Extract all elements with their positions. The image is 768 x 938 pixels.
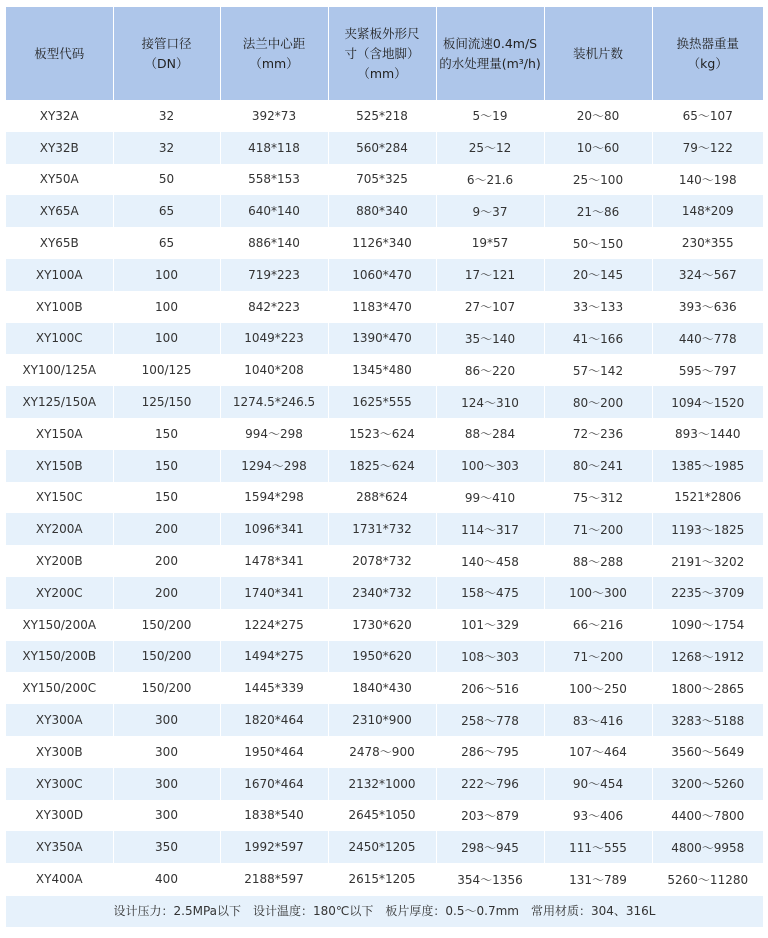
cell-water-capacity: 99～410 bbox=[436, 482, 544, 514]
cell-plate-code: XY200C bbox=[6, 577, 113, 609]
cell-exchanger-weight: 1094～1520 bbox=[652, 386, 763, 418]
cell-plate-count: 90～454 bbox=[544, 768, 652, 800]
cell-plate-code: XY100A bbox=[6, 259, 113, 291]
cell-exchanger-weight: 230*355 bbox=[652, 227, 763, 259]
cell-plate-code: XY32B bbox=[6, 132, 113, 164]
cell-pipe-diameter: 65 bbox=[113, 195, 220, 227]
cell-plate-count: 100～300 bbox=[544, 577, 652, 609]
cell-water-capacity: 9～37 bbox=[436, 195, 544, 227]
table-row bbox=[6, 768, 763, 800]
cell-plate-count: 72～236 bbox=[544, 418, 652, 450]
cell-plate-count: 100～250 bbox=[544, 672, 652, 704]
table-row bbox=[6, 545, 763, 577]
cell-flange-center-distance: 1494*275 bbox=[220, 641, 328, 673]
cell-water-capacity: 286～795 bbox=[436, 736, 544, 768]
spec-footer-note bbox=[6, 896, 763, 927]
cell-exchanger-weight: 140～198 bbox=[652, 164, 763, 196]
cell-clamp-plate-size: 2310*900 bbox=[328, 704, 436, 736]
cell-clamp-plate-size: 1950*620 bbox=[328, 641, 436, 673]
cell-flange-center-distance: 1838*540 bbox=[220, 800, 328, 832]
cell-plate-code: XY100/125A bbox=[6, 354, 113, 386]
cell-pipe-diameter: 150/200 bbox=[113, 609, 220, 641]
cell-plate-count: 80～200 bbox=[544, 386, 652, 418]
cell-pipe-diameter: 32 bbox=[113, 132, 220, 164]
cell-clamp-plate-size: 525*218 bbox=[328, 100, 436, 132]
cell-water-capacity: 88～284 bbox=[436, 418, 544, 450]
header-line: 的水处理量(m³/h) bbox=[439, 55, 541, 71]
cell-water-capacity: 298～945 bbox=[436, 831, 544, 863]
cell-pipe-diameter: 150 bbox=[113, 418, 220, 450]
table-row bbox=[6, 577, 763, 609]
header-line: （DN） bbox=[144, 55, 189, 71]
cell-plate-code: XY350A bbox=[6, 831, 113, 863]
cell-pipe-diameter: 65 bbox=[113, 227, 220, 259]
cell-water-capacity: 108～303 bbox=[436, 641, 544, 673]
cell-exchanger-weight: 3283～5188 bbox=[652, 704, 763, 736]
header-line: 板间流速0.4m/S bbox=[442, 35, 538, 51]
cell-plate-code: XY300D bbox=[6, 800, 113, 832]
cell-clamp-plate-size: 560*284 bbox=[328, 132, 436, 164]
cell-flange-center-distance: 1820*464 bbox=[220, 704, 328, 736]
footer-item: 设计温度：180℃以下 bbox=[253, 903, 374, 918]
cell-plate-count: 131～789 bbox=[544, 863, 652, 895]
cell-plate-code: XY32A bbox=[6, 100, 113, 132]
cell-clamp-plate-size: 2478～900 bbox=[328, 736, 436, 768]
cell-plate-code: XY300B bbox=[6, 736, 113, 768]
cell-water-capacity: 101～329 bbox=[436, 609, 544, 641]
cell-exchanger-weight: 1521*2806 bbox=[652, 482, 763, 514]
cell-plate-code: XY150/200A bbox=[6, 609, 113, 641]
cell-plate-count: 111～555 bbox=[544, 831, 652, 863]
cell-plate-code: XY400A bbox=[6, 863, 113, 895]
table-row bbox=[6, 386, 763, 418]
cell-water-capacity: 258～778 bbox=[436, 704, 544, 736]
cell-exchanger-weight: 595～797 bbox=[652, 354, 763, 386]
cell-plate-count: 75～312 bbox=[544, 482, 652, 514]
cell-pipe-diameter: 100 bbox=[113, 323, 220, 355]
table-row bbox=[6, 100, 763, 132]
cell-exchanger-weight: 5260～11280 bbox=[652, 863, 763, 895]
table-row bbox=[6, 863, 763, 895]
cell-flange-center-distance: 1294～298 bbox=[220, 450, 328, 482]
cell-exchanger-weight: 440～778 bbox=[652, 323, 763, 355]
cell-flange-center-distance: 1670*464 bbox=[220, 768, 328, 800]
cell-water-capacity: 203～879 bbox=[436, 800, 544, 832]
table-body bbox=[6, 100, 763, 895]
cell-plate-code: XY65B bbox=[6, 227, 113, 259]
cell-pipe-diameter: 32 bbox=[113, 100, 220, 132]
cell-plate-count: 107～464 bbox=[544, 736, 652, 768]
cell-clamp-plate-size: 1731*732 bbox=[328, 513, 436, 545]
cell-water-capacity: 100～303 bbox=[436, 450, 544, 482]
cell-clamp-plate-size: 1730*620 bbox=[328, 609, 436, 641]
cell-plate-count: 71～200 bbox=[544, 513, 652, 545]
cell-clamp-plate-size: 705*325 bbox=[328, 164, 436, 196]
footer-item: 常用材质：304、316L bbox=[530, 903, 656, 918]
table-row bbox=[6, 450, 763, 482]
cell-pipe-diameter: 125/150 bbox=[113, 386, 220, 418]
cell-water-capacity: 5～19 bbox=[436, 100, 544, 132]
cell-exchanger-weight: 1385～1985 bbox=[652, 450, 763, 482]
table-row bbox=[6, 164, 763, 196]
cell-flange-center-distance: 719*223 bbox=[220, 259, 328, 291]
cell-exchanger-weight: 1090～1754 bbox=[652, 609, 763, 641]
cell-plate-code: XY300A bbox=[6, 704, 113, 736]
cell-plate-code: XY150C bbox=[6, 482, 113, 514]
footer-item: 设计压力：2.5MPa以下 bbox=[113, 903, 242, 918]
cell-flange-center-distance: 1049*223 bbox=[220, 323, 328, 355]
cell-clamp-plate-size: 2132*1000 bbox=[328, 768, 436, 800]
cell-exchanger-weight: 79～122 bbox=[652, 132, 763, 164]
cell-pipe-diameter: 150/200 bbox=[113, 641, 220, 673]
cell-pipe-diameter: 300 bbox=[113, 736, 220, 768]
cell-water-capacity: 158～475 bbox=[436, 577, 544, 609]
table-row bbox=[6, 354, 763, 386]
table-row bbox=[6, 323, 763, 355]
cell-plate-count: 20～80 bbox=[544, 100, 652, 132]
cell-plate-count: 20～145 bbox=[544, 259, 652, 291]
table-row bbox=[6, 418, 763, 450]
cell-flange-center-distance: 418*118 bbox=[220, 132, 328, 164]
cell-flange-center-distance: 842*223 bbox=[220, 291, 328, 323]
header-line: 接管口径 bbox=[141, 35, 192, 51]
cell-flange-center-distance: 1274.5*246.5 bbox=[220, 386, 328, 418]
cell-plate-count: 10～60 bbox=[544, 132, 652, 164]
cell-pipe-diameter: 300 bbox=[113, 704, 220, 736]
cell-flange-center-distance: 1478*341 bbox=[220, 545, 328, 577]
footer-item: 板片厚度：0.5～0.7mm bbox=[385, 903, 519, 918]
cell-plate-count: 93～406 bbox=[544, 800, 652, 832]
cell-clamp-plate-size: 2645*1050 bbox=[328, 800, 436, 832]
header-line: 寸（含地脚） bbox=[344, 45, 420, 61]
cell-plate-code: XY150B bbox=[6, 450, 113, 482]
cell-flange-center-distance: 1950*464 bbox=[220, 736, 328, 768]
cell-clamp-plate-size: 1390*470 bbox=[328, 323, 436, 355]
cell-clamp-plate-size: 2340*732 bbox=[328, 577, 436, 609]
cell-water-capacity: 222～796 bbox=[436, 768, 544, 800]
header-exchanger-weight bbox=[652, 7, 763, 100]
cell-pipe-diameter: 150 bbox=[113, 450, 220, 482]
cell-exchanger-weight: 148*209 bbox=[652, 195, 763, 227]
cell-water-capacity: 6～21.6 bbox=[436, 164, 544, 196]
table-row bbox=[6, 513, 763, 545]
cell-pipe-diameter: 200 bbox=[113, 577, 220, 609]
cell-plate-count: 25～100 bbox=[544, 164, 652, 196]
spec-table bbox=[6, 7, 763, 895]
header-water-capacity bbox=[436, 7, 544, 100]
cell-exchanger-weight: 1268～1912 bbox=[652, 641, 763, 673]
cell-plate-code: XY125/150A bbox=[6, 386, 113, 418]
cell-plate-code: XY150/200B bbox=[6, 641, 113, 673]
cell-flange-center-distance: 886*140 bbox=[220, 227, 328, 259]
header-line: （mm） bbox=[249, 55, 299, 71]
cell-exchanger-weight: 2191～3202 bbox=[652, 545, 763, 577]
cell-water-capacity: 17～121 bbox=[436, 259, 544, 291]
table-row bbox=[6, 132, 763, 164]
cell-pipe-diameter: 350 bbox=[113, 831, 220, 863]
cell-exchanger-weight: 393～636 bbox=[652, 291, 763, 323]
table-row bbox=[6, 227, 763, 259]
cell-flange-center-distance: 2188*597 bbox=[220, 863, 328, 895]
cell-exchanger-weight: 3200～5260 bbox=[652, 768, 763, 800]
cell-water-capacity: 25～12 bbox=[436, 132, 544, 164]
cell-clamp-plate-size: 1126*340 bbox=[328, 227, 436, 259]
cell-water-capacity: 206～516 bbox=[436, 672, 544, 704]
cell-exchanger-weight: 4800～9958 bbox=[652, 831, 763, 863]
cell-plate-count: 88～288 bbox=[544, 545, 652, 577]
cell-plate-count: 71～200 bbox=[544, 641, 652, 673]
cell-pipe-diameter: 100/125 bbox=[113, 354, 220, 386]
cell-exchanger-weight: 1800～2865 bbox=[652, 672, 763, 704]
table-row bbox=[6, 195, 763, 227]
header-line: （kg） bbox=[687, 55, 728, 71]
cell-plate-code: XY200A bbox=[6, 513, 113, 545]
table-row bbox=[6, 704, 763, 736]
table-row bbox=[6, 291, 763, 323]
cell-water-capacity: 19*57 bbox=[436, 227, 544, 259]
cell-plate-code: XY65A bbox=[6, 195, 113, 227]
cell-plate-count: 80～241 bbox=[544, 450, 652, 482]
cell-clamp-plate-size: 880*340 bbox=[328, 195, 436, 227]
cell-plate-count: 66～216 bbox=[544, 609, 652, 641]
cell-water-capacity: 27～107 bbox=[436, 291, 544, 323]
cell-water-capacity: 124～310 bbox=[436, 386, 544, 418]
cell-pipe-diameter: 50 bbox=[113, 164, 220, 196]
cell-water-capacity: 140～458 bbox=[436, 545, 544, 577]
cell-clamp-plate-size: 1523～624 bbox=[328, 418, 436, 450]
cell-pipe-diameter: 150 bbox=[113, 482, 220, 514]
cell-clamp-plate-size: 2450*1205 bbox=[328, 831, 436, 863]
cell-plate-code: XY150A bbox=[6, 418, 113, 450]
header-line: 换热器重量 bbox=[676, 35, 739, 51]
cell-pipe-diameter: 100 bbox=[113, 291, 220, 323]
cell-plate-count: 50～150 bbox=[544, 227, 652, 259]
cell-plate-count: 83～416 bbox=[544, 704, 652, 736]
header-clamp-plate-size bbox=[328, 7, 436, 100]
table-row bbox=[6, 259, 763, 291]
cell-exchanger-weight: 1193～1825 bbox=[652, 513, 763, 545]
cell-pipe-diameter: 400 bbox=[113, 863, 220, 895]
cell-clamp-plate-size: 1060*470 bbox=[328, 259, 436, 291]
cell-flange-center-distance: 640*140 bbox=[220, 195, 328, 227]
cell-clamp-plate-size: 288*624 bbox=[328, 482, 436, 514]
table-row bbox=[6, 831, 763, 863]
table-row bbox=[6, 736, 763, 768]
cell-plate-code: XY200B bbox=[6, 545, 113, 577]
table-row bbox=[6, 482, 763, 514]
cell-flange-center-distance: 558*153 bbox=[220, 164, 328, 196]
table-row bbox=[6, 609, 763, 641]
cell-clamp-plate-size: 1183*470 bbox=[328, 291, 436, 323]
cell-flange-center-distance: 1224*275 bbox=[220, 609, 328, 641]
cell-clamp-plate-size: 2078*732 bbox=[328, 545, 436, 577]
spec-table-container bbox=[6, 7, 763, 927]
cell-water-capacity: 354～1356 bbox=[436, 863, 544, 895]
cell-clamp-plate-size: 1825～624 bbox=[328, 450, 436, 482]
cell-exchanger-weight: 2235～3709 bbox=[652, 577, 763, 609]
cell-flange-center-distance: 994～298 bbox=[220, 418, 328, 450]
table-row bbox=[6, 672, 763, 704]
cell-flange-center-distance: 1594*298 bbox=[220, 482, 328, 514]
cell-flange-center-distance: 392*73 bbox=[220, 100, 328, 132]
cell-pipe-diameter: 150/200 bbox=[113, 672, 220, 704]
cell-exchanger-weight: 65～107 bbox=[652, 100, 763, 132]
cell-clamp-plate-size: 2615*1205 bbox=[328, 863, 436, 895]
cell-flange-center-distance: 1096*341 bbox=[220, 513, 328, 545]
cell-exchanger-weight: 324～567 bbox=[652, 259, 763, 291]
cell-plate-code: XY50A bbox=[6, 164, 113, 196]
cell-plate-code: XY100C bbox=[6, 323, 113, 355]
header-plate-count bbox=[544, 7, 652, 100]
cell-water-capacity: 114～317 bbox=[436, 513, 544, 545]
cell-plate-code: XY150/200C bbox=[6, 672, 113, 704]
cell-clamp-plate-size: 1625*555 bbox=[328, 386, 436, 418]
header-plate-code bbox=[6, 7, 113, 100]
cell-plate-count: 57～142 bbox=[544, 354, 652, 386]
header-line: 法兰中心距 bbox=[242, 35, 306, 51]
cell-clamp-plate-size: 1345*480 bbox=[328, 354, 436, 386]
cell-plate-count: 21～86 bbox=[544, 195, 652, 227]
cell-plate-count: 41～166 bbox=[544, 323, 652, 355]
table-row bbox=[6, 641, 763, 673]
header-flange-center-distance bbox=[220, 7, 328, 100]
cell-plate-code: XY100B bbox=[6, 291, 113, 323]
cell-pipe-diameter: 300 bbox=[113, 768, 220, 800]
header-line: 板型代码 bbox=[34, 45, 85, 61]
cell-exchanger-weight: 893～1440 bbox=[652, 418, 763, 450]
table-header-row bbox=[6, 7, 763, 100]
cell-flange-center-distance: 1992*597 bbox=[220, 831, 328, 863]
cell-plate-count: 33～133 bbox=[544, 291, 652, 323]
header-pipe-diameter bbox=[113, 7, 220, 100]
cell-plate-code: XY300C bbox=[6, 768, 113, 800]
cell-flange-center-distance: 1040*208 bbox=[220, 354, 328, 386]
cell-pipe-diameter: 300 bbox=[113, 800, 220, 832]
cell-pipe-diameter: 200 bbox=[113, 545, 220, 577]
table-row bbox=[6, 800, 763, 832]
cell-flange-center-distance: 1740*341 bbox=[220, 577, 328, 609]
header-line: 夹紧板外形尺 bbox=[344, 25, 420, 41]
header-line: （mm） bbox=[357, 65, 407, 81]
cell-water-capacity: 86～220 bbox=[436, 354, 544, 386]
cell-pipe-diameter: 100 bbox=[113, 259, 220, 291]
cell-clamp-plate-size: 1840*430 bbox=[328, 672, 436, 704]
cell-exchanger-weight: 3560～5649 bbox=[652, 736, 763, 768]
cell-flange-center-distance: 1445*339 bbox=[220, 672, 328, 704]
header-line: 装机片数 bbox=[572, 45, 623, 61]
cell-water-capacity: 35～140 bbox=[436, 323, 544, 355]
cell-pipe-diameter: 200 bbox=[113, 513, 220, 545]
cell-exchanger-weight: 4400～7800 bbox=[652, 800, 763, 832]
